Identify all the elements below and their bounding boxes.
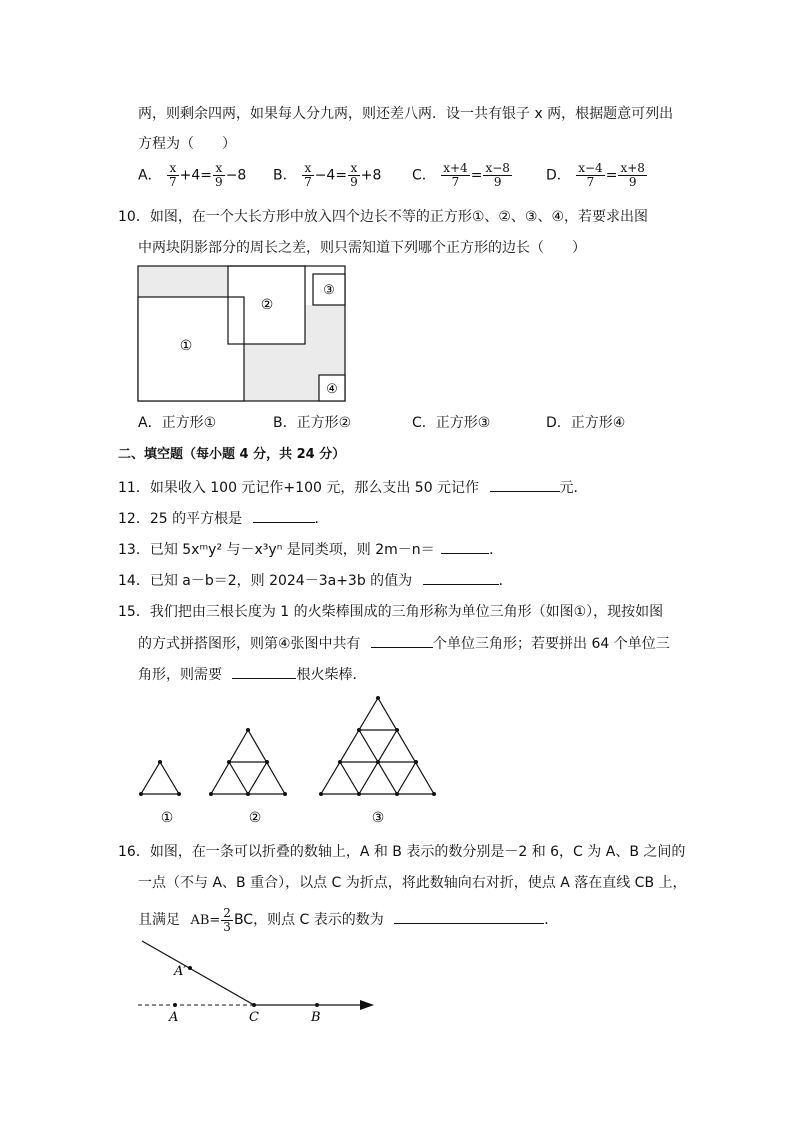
figure-3-outer bbox=[321, 698, 434, 794]
label-a: A bbox=[169, 1010, 179, 1025]
point-a-prime bbox=[188, 966, 192, 970]
q16-number-line-figure bbox=[136, 938, 382, 1028]
label-a-prime: A′ bbox=[174, 964, 187, 979]
option-label: A． bbox=[138, 167, 162, 184]
label-square-1: ① bbox=[179, 338, 193, 354]
option-label: D． bbox=[546, 167, 571, 184]
operator: −4= bbox=[314, 167, 348, 184]
fraction: $\frac{x+8}{9}$ bbox=[620, 161, 645, 189]
figure-1-triangle bbox=[141, 762, 179, 794]
figure-3-diag2 bbox=[340, 762, 359, 794]
label-c: C bbox=[249, 1010, 259, 1025]
fraction: $\frac{x-4}{7}$ bbox=[578, 161, 603, 189]
operator: +4= bbox=[179, 167, 213, 184]
q9-option-b[interactable] bbox=[273, 162, 381, 189]
q15-answer-blank-2[interactable] bbox=[232, 664, 296, 679]
label-b: B bbox=[311, 1010, 321, 1025]
fraction: $\frac{x-8}{9}$ bbox=[485, 161, 510, 189]
q10-option-c[interactable]: C．正方形③ bbox=[412, 415, 491, 431]
q15-text-line3a: 角形，则需要 bbox=[138, 667, 222, 683]
q16-text-line3a: 且满足 bbox=[138, 912, 180, 928]
q16-fraction: $\frac{2}{3}$ bbox=[223, 905, 231, 934]
q11-text: 11．如果收入 100 元记作+100 元，那么支出 50 元记作 bbox=[118, 480, 480, 496]
q10-option-b[interactable]: B．正方形② bbox=[273, 415, 352, 431]
q16-tail: ． bbox=[544, 912, 559, 928]
operator: = bbox=[470, 167, 483, 184]
figure-1-label: ① bbox=[160, 810, 174, 826]
fraction: $\frac{x}{7}$ bbox=[304, 161, 312, 189]
label-square-2: ② bbox=[260, 297, 274, 313]
q13-tail: ． bbox=[489, 542, 504, 558]
q11-answer-blank[interactable] bbox=[490, 477, 560, 492]
shaded-region-top-left bbox=[138, 266, 228, 297]
q13-answer-blank[interactable] bbox=[441, 539, 489, 554]
option-label: C． bbox=[412, 167, 436, 184]
label-square-3: ③ bbox=[323, 283, 335, 298]
q15-text-line2b: 个单位三角形；若要拼出 64 个单位三 bbox=[433, 636, 670, 652]
q9-option-d[interactable] bbox=[546, 162, 648, 189]
q10-rectangle-figure bbox=[136, 264, 350, 404]
q14-answer-blank[interactable] bbox=[423, 570, 499, 585]
q14-tail: ． bbox=[498, 573, 513, 589]
q12 bbox=[118, 508, 329, 529]
q14-text: 14．已知 a－b＝2，则 2024－3a+3b 的值为 bbox=[118, 573, 413, 589]
arrow-head bbox=[360, 1000, 374, 1010]
q15-line3 bbox=[138, 664, 366, 685]
point-c bbox=[252, 1003, 256, 1007]
operator: = bbox=[605, 167, 618, 184]
q9-option-a[interactable] bbox=[138, 162, 246, 189]
q16-answer-blank[interactable] bbox=[394, 909, 544, 924]
point-a bbox=[173, 1003, 177, 1007]
q12-tail: ． bbox=[314, 511, 329, 527]
q10-option-d[interactable]: D．正方形④ bbox=[546, 415, 626, 431]
q9-text-line1: 两，则剩余四两，如果每人分九两，则还差八两．设一共有银子 x 两，根据题意可列出 bbox=[138, 106, 674, 122]
folded-axis bbox=[142, 941, 254, 1005]
q11 bbox=[118, 477, 588, 498]
q12-text: 12．25 的平方根是 bbox=[118, 511, 243, 527]
fraction: $\frac{x}{9}$ bbox=[215, 161, 223, 189]
operator: +8 bbox=[360, 167, 382, 184]
q13-text: 13．已知 5xᵐy² 与－x³yⁿ 是同类项，则 2m－n＝ bbox=[118, 542, 435, 558]
q13 bbox=[118, 539, 503, 560]
operator: −8 bbox=[225, 167, 247, 184]
q16-eq-lhs: AB= bbox=[190, 913, 221, 928]
q16-line3 bbox=[138, 906, 558, 935]
q15-text-line3b: 根火柴棒． bbox=[296, 667, 367, 683]
q16-text-rhs: BC，则点 C 表示的数为 bbox=[233, 912, 384, 928]
figure-3-label: ③ bbox=[371, 810, 385, 826]
q15-line2 bbox=[138, 633, 670, 654]
q15-text-line1: 15．我们把由三根长度为 1 的火柴棒围成的三角形称为单位三角形（如图①），现按如图 bbox=[118, 604, 664, 620]
q9-option-c[interactable] bbox=[412, 162, 513, 189]
q16-text-line1: 16．如图，在一条可以折叠的数轴上，A 和 B 表示的数分别是－2 和 6，C 为 A、B 之间的 bbox=[118, 844, 686, 860]
fraction: $\frac{x}{9}$ bbox=[350, 161, 358, 189]
fraction: $\frac{x+4}{7}$ bbox=[443, 161, 468, 189]
q10-text-line2: 中两块阴影部分的周长之差，则只需知道下列哪个正方形的边长（ ） bbox=[138, 240, 586, 256]
q10-option-a[interactable]: A．正方形① bbox=[138, 415, 217, 431]
fraction: $\frac{x}{7}$ bbox=[169, 161, 177, 189]
point-b bbox=[315, 1003, 319, 1007]
label-square-4: ④ bbox=[326, 382, 338, 397]
figure-2-label: ② bbox=[248, 810, 262, 826]
q15-triangle-figures bbox=[130, 692, 450, 832]
q15-answer-blank-1[interactable] bbox=[371, 633, 433, 648]
q15-text-line2a: 的方式拼搭图形，则第④张图中共有 bbox=[138, 636, 361, 652]
q12-answer-blank[interactable] bbox=[253, 508, 315, 523]
figure-3-diag4 bbox=[397, 762, 416, 794]
option-label: B． bbox=[273, 167, 297, 184]
q10-text-line1: 10．如图，在一个大长方形中放入四个边长不等的正方形①、②、③、④，若要求出图 bbox=[118, 209, 649, 225]
q16-text-line2: 一点（不与 A、B 重合），以点 C 为折点，将此数轴向右对折，使点 A 落在直线 CB 上， bbox=[138, 875, 687, 891]
q9-text-line2: 方程为（ ） bbox=[138, 136, 236, 152]
q14 bbox=[118, 570, 513, 591]
section-heading: 二、填空题（每小题 4 分，共 24 分） bbox=[118, 447, 346, 462]
q11-tail: 元． bbox=[559, 480, 588, 496]
figure-2-inner bbox=[229, 762, 267, 794]
